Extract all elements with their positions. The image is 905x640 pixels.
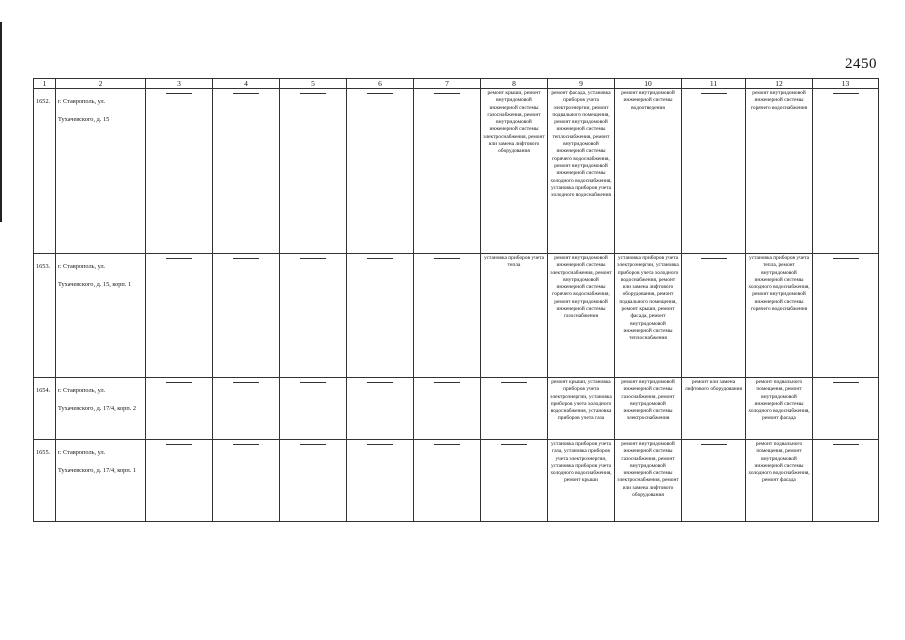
address-cell: г. Ставрополь, ул. Тухачевского, д. 17/4, корп. 2 [56, 378, 146, 440]
empty-cell-dash [280, 89, 347, 254]
works-cell: ремонт крыши, ремонт внутридомовой инженерной системы газоснабжения, ремонт внутридомовой инженерной системы электроснабжения, ремонт или замена лифтового оборудования [481, 89, 548, 254]
empty-cell-dash [813, 254, 879, 378]
column-header: 6 [347, 79, 414, 89]
column-header: 5 [280, 79, 347, 89]
works-cell: ремонт или замена лифтового оборудования [682, 378, 746, 440]
empty-cell-dash [347, 254, 414, 378]
row-number: 1652. [34, 89, 56, 254]
column-numbers-row [34, 79, 879, 89]
empty-cell-dash [280, 254, 347, 378]
column-header: 8 [481, 79, 548, 89]
empty-cell-dash [146, 89, 213, 254]
empty-cell-dash [347, 89, 414, 254]
empty-cell-dash [280, 378, 347, 440]
row-number: 1653. [34, 254, 56, 378]
works-cell: ремонт подвального помещения, ремонт внутридомовой инженерной системы холодного водоснабжения, ремонт фасада [746, 440, 813, 522]
column-header: 13 [813, 79, 879, 89]
empty-cell-dash [813, 378, 879, 440]
empty-cell-dash [813, 440, 879, 522]
empty-cell-dash [146, 378, 213, 440]
empty-cell-dash [414, 378, 481, 440]
column-header: 3 [146, 79, 213, 89]
address-cell: г. Ставрополь, ул. Тухачевского, д. 15, корп. 1 [56, 254, 146, 378]
column-header: 4 [213, 79, 280, 89]
works-cell: ремонт внутридомовой инженерной системы газоснабжения, ремонт внутридомовой инженерной системы электроснабжения, ремонт или замена лифтового оборудования [615, 440, 682, 522]
column-header: 7 [414, 79, 481, 89]
column-header: 12 [746, 79, 813, 89]
empty-cell-dash [682, 254, 746, 378]
empty-cell-dash [414, 89, 481, 254]
page-number: 2450 [845, 56, 877, 72]
empty-cell-dash [213, 440, 280, 522]
table-row [34, 89, 879, 254]
works-cell: ремонт внутридомовой инженерной системы газоснабжения, ремонт внутридомовой инженерной системы электроснабжения [615, 378, 682, 440]
table-row [34, 378, 879, 440]
address-cell: г. Ставрополь, ул. Тухачевского, д. 15 [56, 89, 146, 254]
empty-cell-dash [146, 440, 213, 522]
empty-cell-dash [414, 254, 481, 378]
empty-cell-dash [347, 440, 414, 522]
works-cell: ремонт внутридомовой инженерной системы горячего водоснабжения [746, 89, 813, 254]
empty-cell-dash [213, 378, 280, 440]
row-number: 1654. [34, 378, 56, 440]
repair-schedule-table [33, 78, 879, 522]
row-number: 1655. [34, 440, 56, 522]
page-edge-mark [0, 22, 2, 222]
works-cell: ремонт внутридомовой инженерной системы водоотведения [615, 89, 682, 254]
works-cell: ремонт подвального помещения, ремонт внутридомовой инженерной системы холодного водоснабжения, ремонт фасада [746, 378, 813, 440]
empty-cell-dash [347, 378, 414, 440]
works-cell: ремонт крыши, установка приборов учета электроэнергии, установка приборов учета холодного водоснабжения, установка приборов учета газа [548, 378, 615, 440]
address-cell: г. Ставрополь, ул. Тухачевского, д. 17/4, корп. 1 [56, 440, 146, 522]
works-cell: установка приборов учета газа, установка приборов учета электроэнергии, установка приборов учета холодного водоснабжения, ремонт крыши [548, 440, 615, 522]
empty-cell-dash [213, 254, 280, 378]
column-header: 10 [615, 79, 682, 89]
works-cell: установка приборов учета тепла, ремонт внутридомовой инженерной системы холодного водоснабжения, ремонт внутридомовой инженерной системы горячего водоснабжения [746, 254, 813, 378]
empty-cell-dash [682, 440, 746, 522]
table-row [34, 440, 879, 522]
works-cell: установка приборов учета электроэнергии, установка приборов учета холодного водоснабжения, ремонт или замена лифтового оборудования, ремонт подвального помещения, ремонт крыши, ремонт фасада, ремонт внутридомовой инженерной системы теплоснабжения [615, 254, 682, 378]
empty-cell-dash [414, 440, 481, 522]
works-cell: ремонт внутридомовой инженерной системы электроснабжения, ремонт внутридомовой инженерной системы горячего водоснабжения, ремонт внутридомовой инженерной системы газоснабжения [548, 254, 615, 378]
column-header: 2 [56, 79, 146, 89]
column-header: 11 [682, 79, 746, 89]
empty-cell-dash [146, 254, 213, 378]
empty-cell-dash [481, 440, 548, 522]
empty-cell-dash [481, 378, 548, 440]
table-row [34, 254, 879, 378]
empty-cell-dash [213, 89, 280, 254]
column-header: 1 [34, 79, 56, 89]
empty-cell-dash [280, 440, 347, 522]
empty-cell-dash [682, 89, 746, 254]
column-header: 9 [548, 79, 615, 89]
works-cell: установка приборов учета тепла [481, 254, 548, 378]
works-cell: ремонт фасада, установка приборов учета электроэнергии, ремонт подвального помещения, ремонт внутридомовой инженерной системы теплоснабжения, ремонт внутридомовой инженерной системы горячего водоснабжения, ремонт внутридомовой инженерной системы холодного водоснабжения, установка приборов учета холодного водоснабжения [548, 89, 615, 254]
empty-cell-dash [813, 89, 879, 254]
